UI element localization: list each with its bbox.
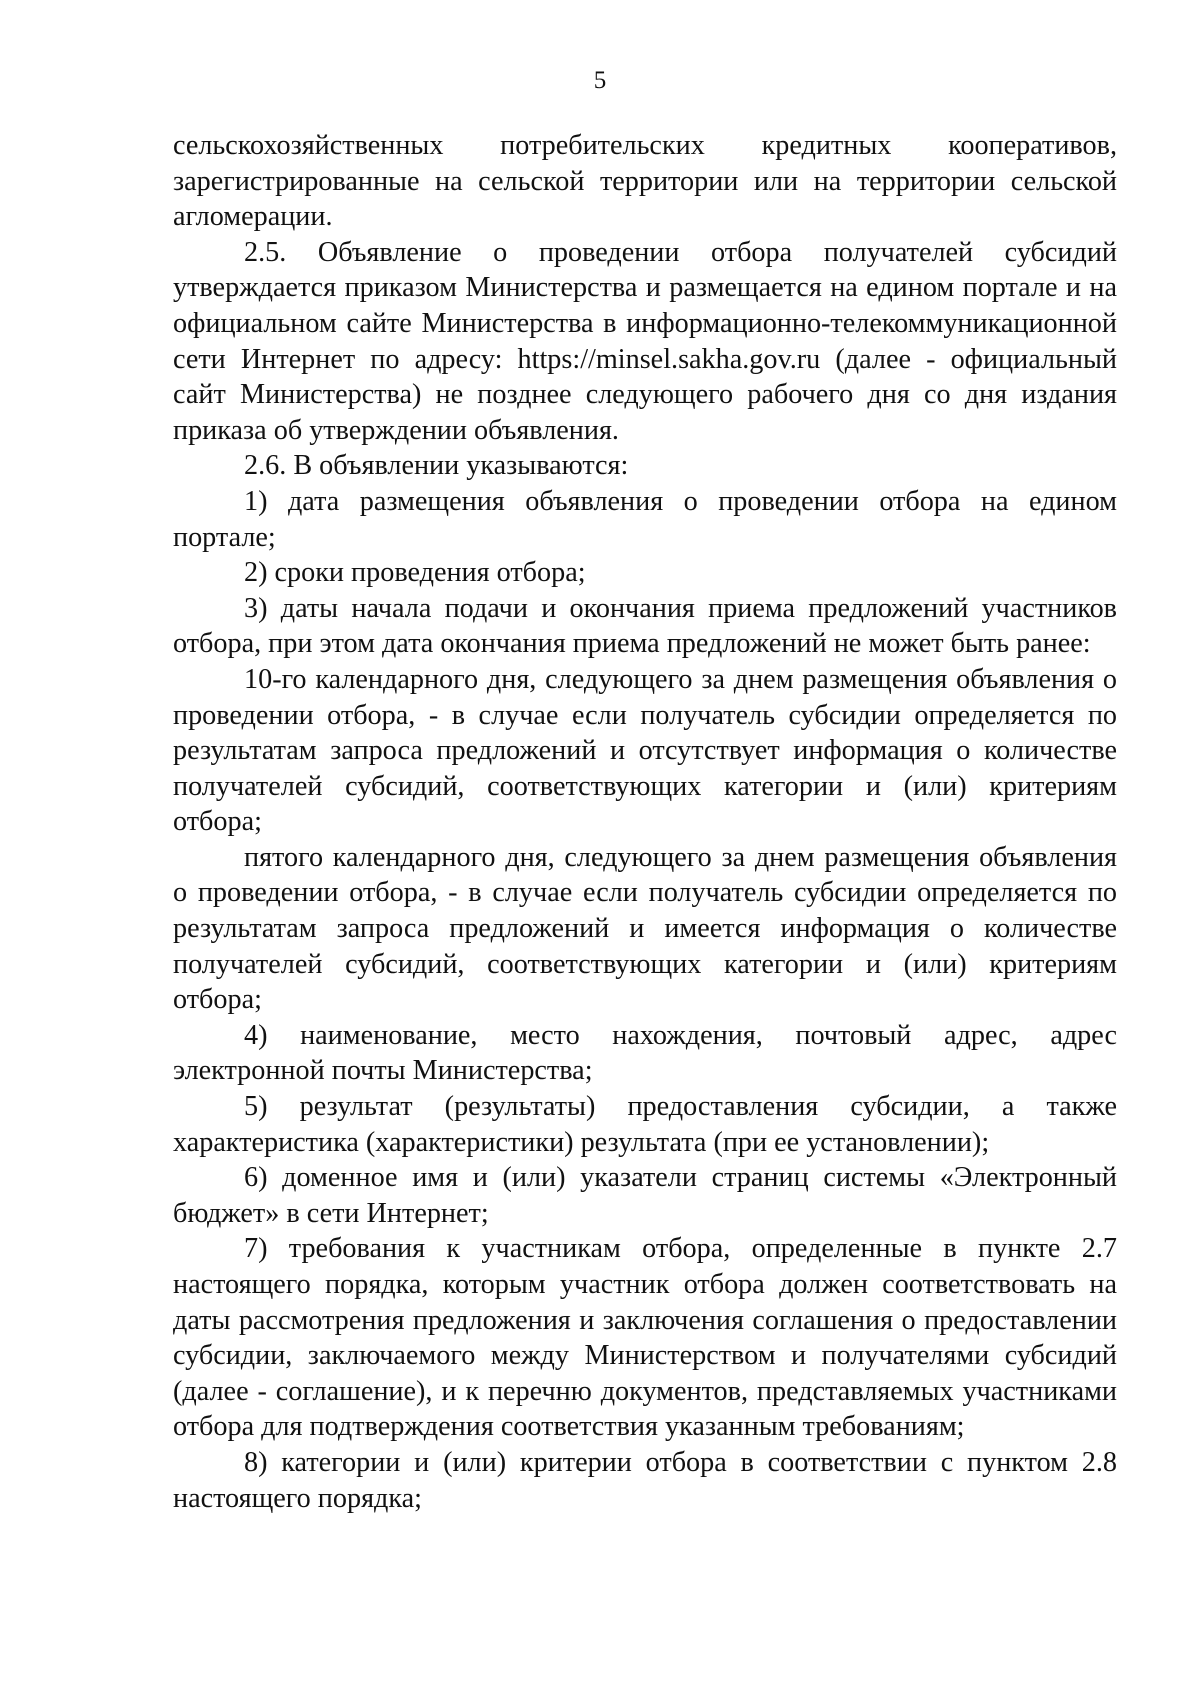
list-item-3-sub-b: пятого календарного дня, следующего за днем размещения объявления о проведении отбора, - в случае если получатель субсидии определяется по результатам запроса предложений и имеется информация о количестве получателей субсидий, соответствующих категории и (или) критериям отбора; xyxy=(173,841,1117,1016)
list-item-3-sub-a: 10-го календарного дня, следующего за днем размещения объявления о проведении отбора, - в случае если получатель субсидии определяется по результатам запроса предложений и отсутствует информация о количестве получателей субсидий, соответствующих категории и (или) критериям отбора; xyxy=(173,663,1117,838)
paragraph-2-5: 2.5. Объявление о проведении отбора получателей субсидий утверждается приказом Министерства и размещается на едином портале и на официальном сайте Министерства в информационно-телекоммуникационной сети Интернет по адресу: https://minsel.sakha.gov.ru (далее - официальный сайт Министерства) не позднее следующего рабочего дня со дня издания приказа об утверждении объявления. xyxy=(173,236,1117,446)
document-body xyxy=(173,128,1117,1516)
paragraph-continuation: сельскохозяйственных потребительских кредитных кооперативов, зарегистрированные на сельской территории или на территории сельской агломерации. xyxy=(173,130,1117,233)
list-item-6: 6) доменное имя и (или) указатели страниц системы «Электронный бюджет» в сети Интернет; xyxy=(173,1162,1117,1229)
list-item-3: 3) даты начала подачи и окончания приема предложений участников отбора, при этом дата окончания приема предложений не может быть ранее: xyxy=(173,592,1117,660)
list-item-1: 1) дата размещения объявления о проведении отбора на едином портале; xyxy=(173,485,1117,553)
paragraph-2-6: 2.6. В объявлении указываются: xyxy=(244,450,629,482)
list-item-8: 8) категории и (или) критерии отбора в соответствии с пунктом 2.8 настоящего порядка; xyxy=(173,1446,1117,1514)
page-number: 5 xyxy=(593,67,607,94)
list-item-4: 4) наименование, место нахождения, почтовый адрес, адрес электронной почты Министерства; xyxy=(173,1019,1117,1087)
list-item-2: 2) сроки проведения отбора; xyxy=(244,557,586,589)
list-item-5: 5) результат (результаты) предоставления субсидии, а также характеристика (характеристики) результата (при ее установлении); xyxy=(173,1091,1117,1158)
list-item-7: 7) требования к участникам отбора, определенные в пункте 2.7 настоящего порядка, которым участник отбора должен соответствовать на даты рассмотрения предложения и заключения соглашения о предоставлении субсидии, заключаемого между Министерством и получателями субсидий (далее - соглашение), и к перечню документов, представляемых участниками отбора для подтверждения соответствия указанным требованиям; xyxy=(173,1233,1117,1443)
